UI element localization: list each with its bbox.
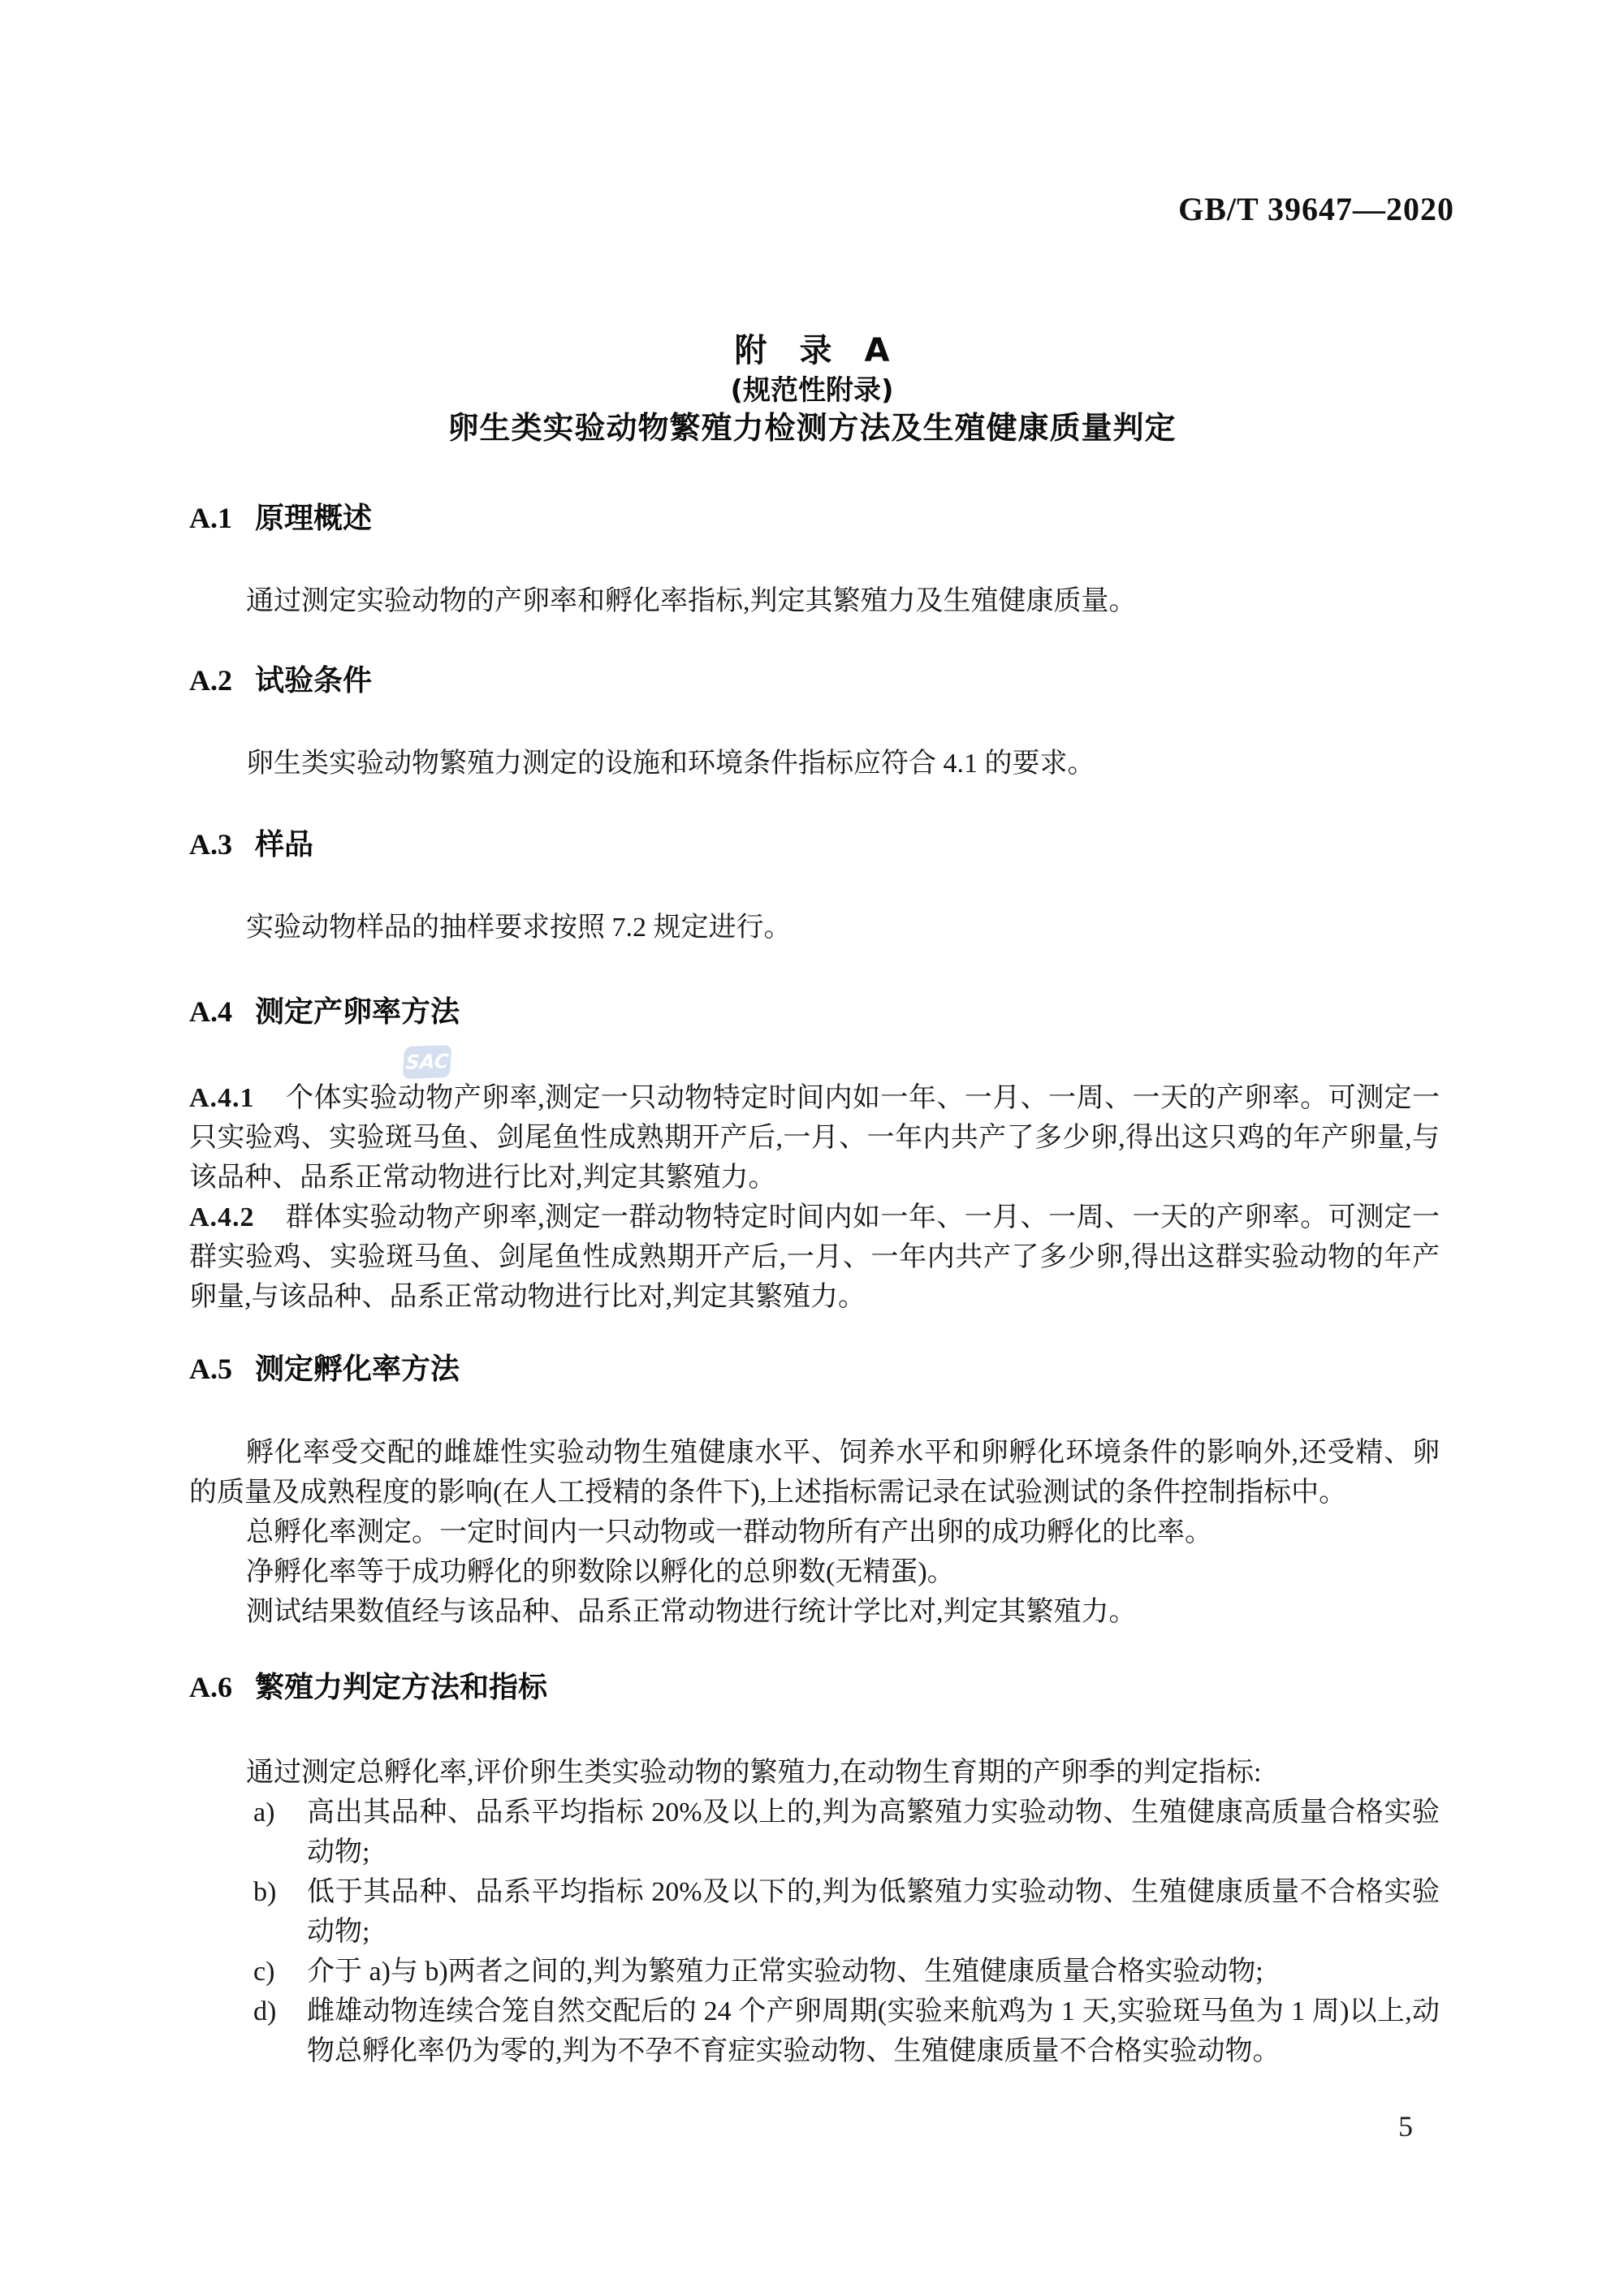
section-a3-body: [189, 908, 1440, 947]
section-heading-a5: [189, 1353, 460, 1386]
section-heading-a6: [189, 1672, 547, 1704]
section-number: A.2: [189, 664, 232, 697]
paragraph: 孵化率受交配的雌雄性实验动物生殖健康水平、饲养水平和卵孵化环境条件的影响外,还受精、卵的质量及成熟程度的影响(在人工授精的条件下),上述指标需记录在试验测试的条件控制指标中。: [189, 1438, 1440, 1508]
paragraph: 通过测定实验动物的产卵率和孵化率指标,判定其繁殖力及生殖健康质量。: [246, 586, 1137, 616]
list-marker: a): [253, 1798, 275, 1828]
subsection-number: A.4.2: [189, 1202, 255, 1232]
section-title: 测定产卵率方法: [255, 995, 460, 1029]
section-title: 原理概述: [255, 502, 373, 535]
list-marker: b): [253, 1877, 277, 1907]
list-item-c: [189, 1952, 1440, 1992]
section-a2-body: [189, 744, 1440, 783]
paragraph: 实验动物样品的抽样要求按照 7.2 规定进行。: [246, 913, 792, 943]
section-a4-body: [189, 1078, 1440, 1317]
subsection-number: A.4.1: [189, 1083, 255, 1113]
appendix-type-label: (规范性附录): [730, 374, 894, 407]
section-number: A.1: [189, 502, 232, 534]
section-title: 试验条件: [255, 664, 373, 697]
paragraph: 测试结果数值经与该品种、品系正常动物进行统计学比对,判定其繁殖力。: [246, 1597, 1137, 1627]
section-heading-a1: [189, 503, 372, 535]
section-number: A.4: [189, 995, 232, 1028]
list-text: 雌雄动物连续合笼自然交配后的 24 个产卵周期(实验来航鸡为 1 天,实验斑马鱼为 1 周)以上,动物总孵化率仍为零的,判为不孕不育症实验动物、生殖健康质量不合格实验动物。: [307, 1996, 1440, 2066]
sac-watermark-label: SAC: [404, 1050, 450, 1074]
paragraph: 卵生类实验动物繁殖力测定的设施和环境条件指标应符合 4.1 的要求。: [246, 749, 1095, 779]
section-number: A.6: [189, 1671, 232, 1703]
paragraph: 总孵化率测定。一定时间内一只动物或一群动物所有产出卵的成功孵化的比率。: [246, 1517, 1212, 1547]
section-title: 繁殖力判定方法和指标: [255, 1671, 548, 1704]
appendix-name: 卵生类实验动物繁殖力检测方法及生殖健康质量判定: [447, 410, 1177, 446]
standard-number: GB/T 39647—2020: [1178, 191, 1454, 227]
sac-watermark: [403, 1045, 452, 1079]
list-marker: c): [253, 1957, 275, 1987]
list-text: 高出其品种、品系平均指标 20%及以上的,判为高繁殖力实验动物、生殖健康高质量合格实验动物;: [307, 1798, 1440, 1867]
subsection-a41: [189, 1078, 1440, 1198]
paragraph: 通过测定总孵化率,评价卵生类实验动物的繁殖力,在动物生育期的产卵季的判定指标:: [246, 1758, 1262, 1788]
section-title: 测定孵化率方法: [255, 1353, 460, 1386]
list-text: 低于其品种、品系平均指标 20%及以下的,判为低繁殖力实验动物、生殖健康质量不合格实验动物;: [307, 1877, 1440, 1947]
subsection-text: 群体实验动物产卵率,测定一群动物特定时间内如一年、一月、一周、一天的产卵率。可测定一群实验鸡、实验斑马鱼、剑尾鱼性成熟期开产后,一月、一年内共产了多少卵,得出这群实验动物的年产卵量,与该品种、品系正常动物进行比对,判定其繁殖力。: [189, 1202, 1440, 1312]
section-a6-body: [189, 1753, 1440, 2071]
section-a1-body: [189, 581, 1440, 621]
section-number: A.3: [189, 828, 232, 861]
list-marker: d): [253, 1996, 277, 2026]
section-title: 样品: [255, 828, 314, 861]
appendix-title: 附 录 A: [734, 332, 890, 369]
section-heading-a4: [189, 996, 460, 1029]
section-number: A.5: [189, 1353, 232, 1385]
list-item-b: [189, 1872, 1440, 1952]
list-text: 介于 a)与 b)两者之间的,判为繁殖力正常实验动物、生殖健康质量合格实验动物;: [307, 1957, 1263, 1987]
list-item-d: [189, 1992, 1440, 2071]
list-item-a: [189, 1793, 1440, 1872]
section-heading-a2: [189, 665, 372, 697]
section-a5-body: [189, 1433, 1440, 1632]
paragraph: 净孵化率等于成功孵化的卵数除以孵化的总卵数(无精蛋)。: [246, 1557, 955, 1587]
subsection-a42: [189, 1198, 1440, 1317]
page-number: 5: [1398, 2110, 1413, 2143]
section-heading-a3: [189, 829, 313, 861]
subsection-text: 个体实验动物产卵率,测定一只动物特定时间内如一年、一月、一周、一天的产卵率。可测定一只实验鸡、实验斑马鱼、剑尾鱼性成熟期开产后,一月、一年内共产了多少卵,得出这只鸡的年产卵量,与该品种、品系正常动物进行比对,判定其繁殖力。: [189, 1083, 1440, 1193]
